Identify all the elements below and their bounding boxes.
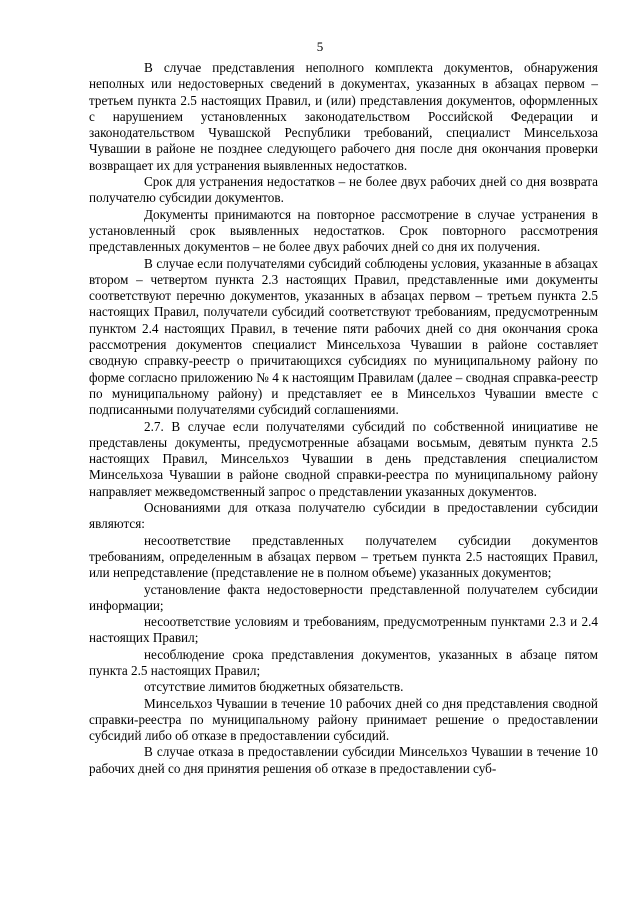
paragraph-section-2-7: 2.7. В случае если получателями субсидий по собственной инициативе не представлены документы, предусмотренные абзацами восьмым, девятым пункта 2.5 настоящих Правил, Минсельхоз Чувашии в день представления специалистом Минсельхоза Чувашии в районе сводной справки-реестра по муниципальному району направляет межведомственный запрос о представлении указанных документов.: [89, 418, 598, 499]
paragraph-summary-registry: В случае если получателями субсидий соблюдены условия, указанные в абзацах втором – четвертом пункта 2.3 настоящих Правил, представленные ими документы соответствуют перечню документов, указанных в абзацах первом – третьем пункта 2.5 настоящих Правил, получатели субсидий соответствуют требованиям, предусмотренным пунктом 2.4 настоящих Правил, в течение пяти рабочих дней со дня окончания срока рассмотрения документов специалист Минсельхоза Чувашии в районе составляет сводную справку-реестр о причитающихся субсидиях по муниципальному району по форме согласно приложению № 4 к настоящим Правилам (далее – сводная справка-реестр по муниципальному району) и представляет ее в Минсельхоз Чувашии вместе с подписанными получателями субсидий соглашениями.: [89, 255, 598, 418]
page-number: 5: [316, 39, 324, 54]
list-item-conditions-mismatch: несоответствие условиям и требованиям, предусмотренным пунктами 2.3 и 2.4 настоящих Правил;: [89, 614, 598, 646]
paragraph-incomplete-documents: В случае представления неполного комплекта документов, обнаружения неполных или недостоверных сведений в документах, указанных в абзацах первом – третьем пункта 2.5 настоящих Правил, и (или) представления документов, оформленных с нарушением установленных законодательством Российской Федерации и законодательством Чувашской Республики требований, специалист Минсельхоза Чувашии в районе не позднее следующего рабочего дня после дня окончания проверки возвращает их для устранения выявленных недостатков.: [89, 60, 598, 173]
list-item-no-budget-limits: отсутствие лимитов бюджетных обязательств.: [144, 679, 404, 695]
paragraph-decision-term: Минсельхоз Чувашии в течение 10 рабочих дней со дня представления сводной справки-реестра по муниципальному району принимает решение о предоставлении субсидий либо об отказе в предоставлении субсидий.: [89, 695, 598, 744]
list-item-false-information: установление факта недостоверности представленной получателем субсидии информации;: [89, 581, 598, 613]
document-body: [89, 60, 598, 777]
list-item-deadline-violation: несоблюдение срока представления документов, указанных в абзаце пятом пункта 2.5 настоящих Правил;: [89, 646, 598, 678]
list-item-document-mismatch: несоответствие представленных получателем субсидии документов требованиям, определенным в абзацах первом – третьем пункта 2.5 настоящих Правил, или непредставление (представление не в полном объеме) указанных документов;: [89, 532, 598, 581]
paragraph-refusal-notice: В случае отказа в предоставлении субсидии Минсельхоз Чувашии в течение 10 рабочих дней со дня принятия решения об отказе в предоставлении суб-: [89, 744, 598, 776]
paragraph-refusal-grounds-intro: Основаниями для отказа получателю субсидии в предоставлении субсидии являются:: [89, 500, 598, 532]
paragraph-correction-deadline: Срок для устранения недостатков – не более двух рабочих дней со дня возврата получателю субсидии документов.: [89, 174, 598, 206]
paragraph-repeat-review: Документы принимаются на повторное рассмотрение в случае устранения в установленный срок выявленных недостатков. Срок повторного рассмотрения представленных документов – не более двух рабочих дней со дня их получения.: [89, 206, 598, 255]
